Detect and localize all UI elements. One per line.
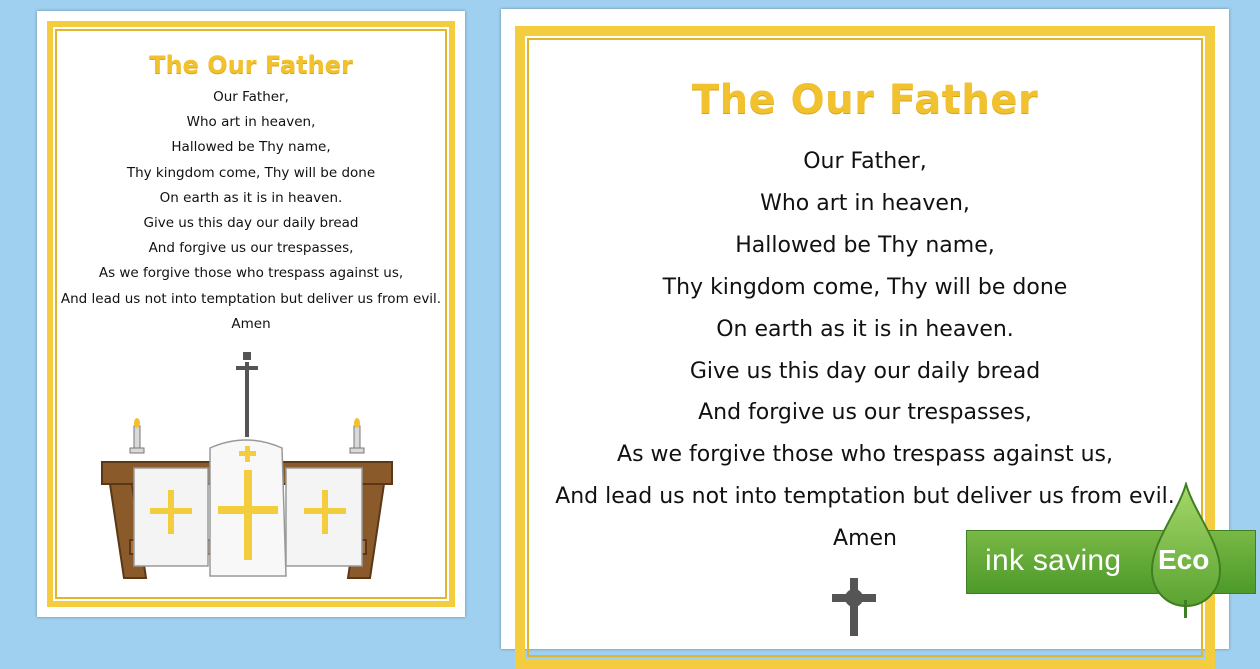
prayer-line: Give us this day our daily bread (143, 215, 359, 232)
prayer-line: As we forgive those who trespass against us, (98, 265, 404, 282)
prayer-line: On earth as it is in heaven. (159, 189, 343, 206)
prayer-line: As we forgive those who trespass against us, (617, 442, 1113, 468)
prayer-line: And forgive us our trespasses, (698, 400, 1032, 426)
altar-illustration-icon (60, 340, 440, 595)
cross-icon (826, 576, 882, 636)
prayer-line: Thy kingdom come, Thy will be done (662, 274, 1068, 300)
prayer-line: And forgive us our trespasses, (148, 240, 354, 257)
prayer-line-amen: Amen (833, 526, 897, 552)
prayer-line: Who art in heaven, (760, 190, 970, 216)
eco-label: Eco (1158, 544, 1210, 575)
poster-text-block (501, 75, 1229, 560)
prayer-line: Thy kingdom come, Thy will be done (126, 164, 376, 181)
prayer-line: And lead us not into temptation but deliver us from evil. (60, 290, 442, 307)
prayer-line: Hallowed be Thy name, (171, 139, 331, 156)
prayer-line: On earth as it is in heaven. (716, 316, 1014, 342)
prayer-line: Who art in heaven, (186, 114, 316, 131)
prayer-line: And lead us not into temptation but deliver us from evil. (555, 484, 1175, 510)
poster-text-block (37, 49, 465, 337)
ink-saving-label: ink saving (985, 544, 1122, 577)
poster-title: The Our Father (691, 77, 1039, 123)
prayer-line: Give us this day our daily bread (689, 358, 1041, 384)
prayer-line-amen: Amen (231, 315, 271, 332)
prayer-line: Hallowed be Thy name, (735, 232, 995, 258)
prayer-line: Our Father, (213, 89, 289, 105)
poster-title: The Our Father (149, 51, 353, 79)
prayer-line: Our Father, (803, 149, 927, 174)
